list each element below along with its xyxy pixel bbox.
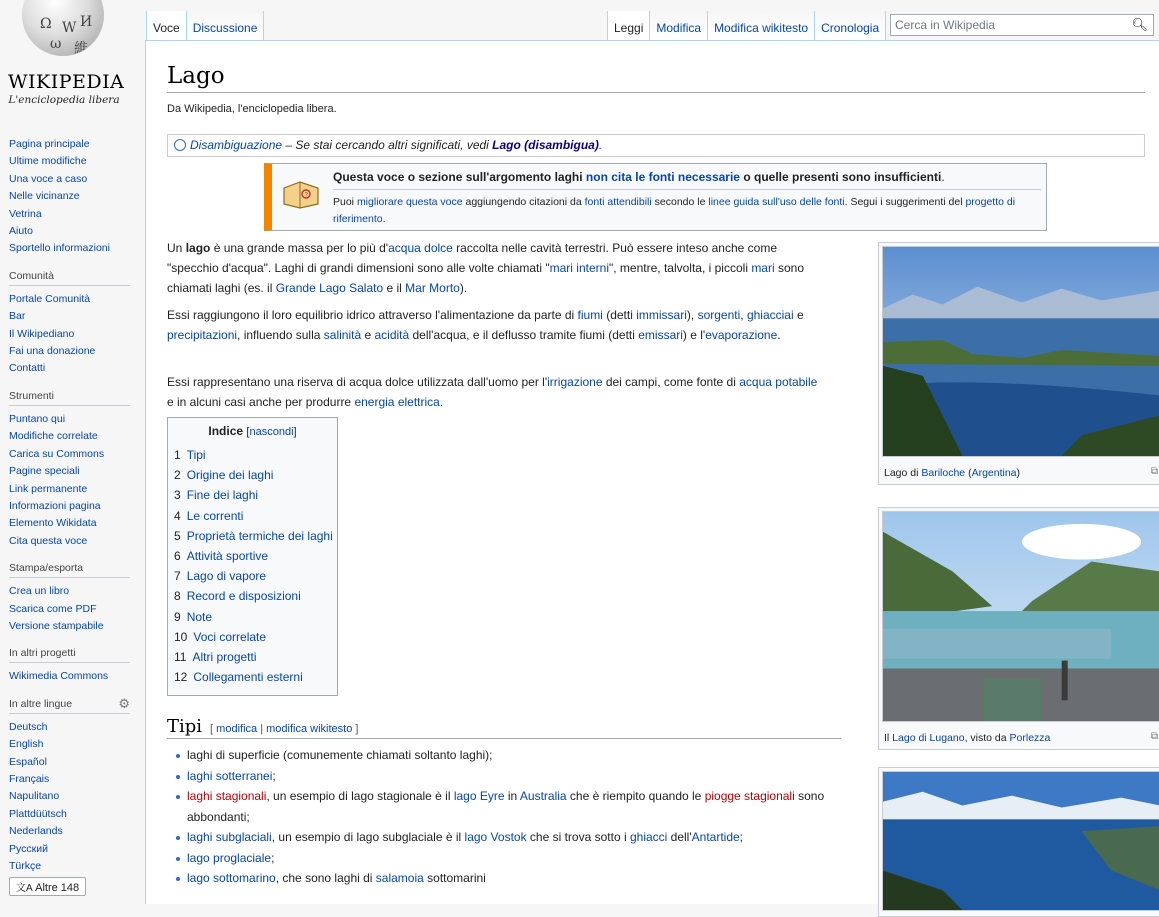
toc-item[interactable] [174,627,331,647]
sidebar-language-link[interactable]: Nederlands [9,825,63,838]
sidebar-language-item [9,771,140,788]
sidebar-print-link[interactable]: Versione stampabile [9,619,104,632]
tab-label: Leggi [614,21,644,35]
sidebar-language-item [9,858,140,875]
paragraph-1: Un lago è una grande massa per lo più d'acqua dolce raccolta nelle cavità terrestri. Può essere inteso anche come "specchio d'acqua". Laghi di grandi dimensioni sono alle volte chiamati "mari interni", mentre, talvolta, i piccoli mari sono chiamati laghi (es. il Grande Lago Salato e il Mar Morto). [167,241,805,295]
link[interactable]: mari interni [549,261,609,275]
link[interactable]: evaporazione [705,328,778,342]
citation-notice [264,163,1047,231]
toc-item[interactable] [174,445,331,465]
reliable-sources-link[interactable]: fonti attendibili [584,196,652,208]
sidebar-nav-item [9,188,140,205]
portal-heading: Strumenti [9,390,130,406]
toc-number: 5 [174,528,181,543]
image-thumbnail [878,507,1159,750]
link[interactable]: Lago di Lugano [892,732,965,744]
search-input[interactable] [890,14,1154,36]
toc-number: 6 [174,549,181,564]
languages-portal [0,695,140,897]
list-item: laghi subglaciali, un esempio di lago subglaciale è il lago Vostok che si trova sotto i ghiacci dell'Antartide; [173,827,843,848]
list-item: laghi sotterranei; [173,766,843,787]
site-subtitle: Da Wikipedia, l'enciclopedia libera. [167,103,337,115]
hatnote [167,134,1145,157]
translate-icon: 文A [16,883,33,895]
disambig-target-link[interactable]: Lago (disambigua) [492,138,599,152]
link[interactable]: mari [751,261,775,275]
tab-label: Voce [153,21,180,35]
toc-item[interactable] [174,667,331,687]
sidebar-language-link[interactable]: Deutsch [9,720,48,733]
toc-item[interactable] [174,465,331,485]
link[interactable]: lago sottomarino [187,871,276,885]
sidebar-language-link[interactable]: English [9,738,44,751]
sidebar-nav-item [9,171,140,188]
toc-number: 11 [174,650,187,665]
toc-link[interactable]: Proprietà termiche dei laghi [186,528,333,543]
sidebar-nav-link[interactable]: Sportello informazioni [9,242,110,255]
sidebar-language-item [9,719,140,736]
sidebar-tools-item [9,533,140,550]
sidebar-language-link[interactable]: Plattdüütsch [9,807,67,820]
search-placeholder: Cerca in Wikipedia [895,18,996,32]
sidebar-tools-link[interactable]: Cita questa voce [9,534,88,547]
toc-number: 3 [174,488,181,503]
sidebar-tools-item [9,463,140,480]
sidebar-nav-link[interactable]: Vetrina [9,207,42,220]
search-icon[interactable]: 🔍︎ [1131,17,1148,32]
sidebar-nav-item [9,153,140,170]
sidebar-tools-link[interactable]: Pagine speciali [9,465,80,478]
notice-text: secondo le [651,196,709,208]
sidebar [0,136,140,908]
gear-icon[interactable]: ⚙ [118,695,130,711]
link[interactable]: Argentina [971,467,1017,479]
notice-text: . Segui i suggerimenti del [844,196,966,208]
toc-link[interactable]: Fine dei laghi [186,488,259,503]
more-languages-button[interactable] [9,877,86,896]
sidebar-tools-item [9,481,140,498]
toc-number: 10 [174,629,188,644]
sidebar-tools-item [9,446,140,463]
toc-link[interactable]: Attività sportive [186,549,269,564]
divider [333,189,1041,190]
toc-link[interactable]: Voci correlate [193,629,267,644]
toc-link[interactable]: Tipi [186,448,206,462]
guidelines-link[interactable]: linee guida sull'uso delle fonti [708,196,845,208]
toc-number: 8 [174,589,181,604]
sidebar-community-item [9,308,140,325]
toc-item[interactable] [174,566,331,586]
sidebar-nav-item [9,240,140,257]
sidebar-print-item [9,601,140,618]
section-edit-link[interactable]: modifica [216,723,258,735]
portal-heading: Comunità [9,270,130,286]
tab-modifica-wikitesto[interactable] [708,11,815,40]
tab-leggi[interactable] [607,11,650,40]
sidebar-tools-link[interactable]: Carica su Commons [9,447,105,460]
sidebar-print-link[interactable]: Scarica come PDF [9,602,97,615]
sidebar-projects-item [9,668,140,685]
sidebar-community-link[interactable]: Il Wikipediano [9,327,75,340]
sidebar-tools-item [9,428,140,445]
hatnote-end: . [598,138,603,152]
link[interactable]: ghiacci [629,830,668,844]
tab-label: Modifica wikitesto [714,21,809,35]
link[interactable]: acqua dolce [388,241,453,255]
toc-toggle[interactable]: nascondi [249,426,294,438]
tab-label: Cronologia [821,21,880,35]
sidebar-community-item [9,326,140,343]
content [145,40,1159,904]
paragraph-2: Essi raggiungono il loro equilibrio idrico attraverso l'alimentazione da parte di fiumi (detti immissari), sorgenti, ghiacciai e precipitazioni, influendo sulla salinità e acidità dell'acqua, e il deflusso tramite fiumi (detti emissari) e l'evaporazione. [167,308,804,342]
notice-text: o quelle presenti sono insufficienti [739,170,942,184]
image-caption [882,727,1159,746]
section-edit-source-link[interactable]: modifica wikitesto [266,723,353,735]
caption-text: ( [965,467,972,479]
print-portal [0,562,140,635]
table-of-contents [167,417,338,696]
book-icon [282,178,320,210]
image-thumbnail [878,242,1159,485]
sidebar-community-link[interactable]: Bar [9,310,26,323]
sidebar-nav-item [9,206,140,223]
link[interactable]: immissari [636,308,687,322]
link[interactable]: irrigazione [547,375,603,389]
toc-link[interactable]: Record e disposizioni [186,589,301,604]
link[interactable]: piogge stagionali [704,789,795,803]
toc-item[interactable] [174,485,331,505]
svg-text:?: ? [304,192,308,199]
toc-number: 12 [174,670,188,685]
namespace-tabs [146,11,264,40]
sidebar-language-link[interactable]: Türkçe [9,860,42,872]
sidebar-tools-link[interactable]: Elemento Wikidata [9,517,97,530]
tools-portal [0,390,140,550]
sidebar-community-link[interactable]: Portale Comunità [9,292,91,305]
caption-text: Lago di [884,467,922,479]
notice-text: Questa voce o sezione sull'argomento laghi [333,170,586,184]
fonti-link[interactable]: non cita le fonti necessarie [585,170,740,184]
section-title: Tipi [167,716,203,737]
link[interactable]: emissari [638,328,683,342]
toc-item[interactable] [174,526,331,546]
link[interactable]: Bariloche [921,467,966,479]
disambiguation-icon [174,139,186,151]
link[interactable]: precipitazioni [167,328,238,342]
sidebar-community-link[interactable]: Contatti [9,362,46,375]
paragraph-3: Essi rappresentano una riserva di acqua dolce utilizzata dall'uomo per l'irrigazione dei campi, come fonte di acqua potabile e in alcuni casi anche per produrre energia elettrica. [167,375,818,409]
link[interactable]: lago proglaciale [187,850,272,865]
sidebar-tools-item [9,515,140,532]
enlarge-icon[interactable]: ⧉ [1150,466,1158,477]
sidebar-community-link[interactable]: Fai una donazione [9,345,96,358]
projects-portal [0,647,140,685]
sidebar-nav-link[interactable]: Ultime modifiche [9,155,87,168]
section-heading-tipi: Tipi [ modifica | modifica wikitesto ] [167,716,841,739]
notice-text: Puoi [333,196,357,208]
list-item: laghi stagionali, un esempio di lago stagionale è il lago Eyre in Australia che è riempito quando le piogge stagionali sono abbondanti; [173,786,843,827]
list-item: lago sottomarino, che sono laghi di salamoia sottomarini [173,868,843,889]
sidebar-language-item [9,806,140,823]
link[interactable]: fiumi [577,308,603,322]
more-languages-label: Altre 148 [35,882,80,895]
sidebar-language-item [9,841,140,858]
tab-cronologia[interactable] [815,11,886,40]
notice-title: Questa voce o sezione sull'argomento laghi non cita le fonti necessarie o quelle presenti sono insufficienti. [333,170,945,184]
sidebar-nav-item [9,136,140,153]
page-title: Lago [167,63,1145,93]
sidebar-community-item [9,343,140,360]
sidebar-language-link[interactable]: Русский [9,842,48,855]
portal-heading: Stampa/esporta [9,562,130,578]
link[interactable]: laghi sotterranei [187,768,273,783]
link[interactable]: ghiacciai [746,308,794,322]
enlarge-icon[interactable]: ⧉ [1150,731,1158,742]
caption-text: ) [1016,467,1021,479]
toc-number: 1 [174,448,181,462]
notice-body [333,194,1043,228]
toc-item[interactable] [174,647,331,667]
notice-text: . [382,213,386,225]
view-tabs [607,11,886,40]
caption-text: Il [884,732,893,744]
tagline: L'enciclopedia libera [8,94,120,106]
wordmark: WIKIPEDIA [8,71,125,93]
toc-title: Indice [nascondi] [208,424,297,438]
sidebar-tools-item [9,498,140,515]
sidebar-projects-link[interactable]: Wikimedia Commons [9,670,109,683]
list-item: laghi di superficie (comunemente chiamati soltanto laghi); [173,745,843,766]
toc-link[interactable]: Le correnti [186,508,244,523]
sidebar-language-item [9,788,140,805]
wikipedia-logo[interactable] [0,0,140,120]
toc-link[interactable]: Note [186,609,213,624]
toc-number: 4 [174,508,181,523]
improve-link[interactable]: migliorare questa voce [356,196,463,208]
link[interactable]: Mar Morto [405,281,460,295]
link[interactable]: acqua potabile [739,375,818,389]
hatnote-text: – Se stai cercando altri significati, vedi [282,138,493,152]
types-list [173,745,843,889]
project-link[interactable]: progetto di riferimento [333,196,1016,225]
portal-heading [9,695,130,714]
toc-link[interactable]: Origine dei laghi [186,468,274,483]
toc-item[interactable] [174,607,331,627]
tab-discussione[interactable] [187,11,265,40]
tab-voce[interactable] [146,11,187,40]
toc-number: 9 [174,609,181,624]
sidebar-print-link[interactable]: Crea un libro [9,585,70,598]
lake-image[interactable] [882,246,1159,457]
tab-label: Discussione [192,21,258,35]
image-caption [882,462,1159,481]
portal-heading: In altri progetti [9,647,130,663]
sidebar-language-item [9,736,140,753]
caption-text: , visto da [964,732,1010,744]
notice-text: aggiungendo citazioni da [462,196,585,208]
toc-item[interactable] [174,586,331,606]
toc-item[interactable] [174,506,331,526]
sidebar-language-link[interactable]: Español [9,755,47,768]
link[interactable]: salamoia [375,871,424,885]
link[interactable]: energia elettrica [354,395,440,409]
toc-item[interactable] [174,546,331,566]
lake-image[interactable] [882,511,1159,722]
link[interactable]: laghi subglaciali [187,830,272,844]
sidebar-nav-link[interactable]: Aiuto [9,225,33,238]
sidebar-nav-item [9,223,140,240]
link[interactable]: acidità [374,328,410,342]
link[interactable]: lago Eyre [453,789,505,803]
sidebar-nav-link[interactable]: Pagina principale [9,138,90,150]
sidebar-print-item [9,583,140,600]
toc-link[interactable]: Collegamenti esterni [193,670,303,685]
link[interactable]: salinità [323,328,362,342]
lake-image[interactable] [882,771,1159,911]
sidebar-tools-link[interactable]: Puntano qui [9,412,66,425]
community-portal [0,270,140,378]
toc-heading: Indice [208,424,244,438]
link[interactable]: sorgenti [697,308,741,322]
sidebar-tools-link[interactable]: Modifiche correlate [9,430,98,443]
sidebar-tools-link[interactable]: Informazioni pagina [9,499,101,512]
sidebar-tools-link[interactable]: Link permanente [9,482,88,495]
sidebar-print-item [9,618,140,635]
toc-link[interactable]: Altri progetti [192,650,257,665]
link[interactable]: laghi stagionali [187,789,267,803]
sidebar-community-item [9,291,140,308]
sidebar-community-item [9,360,140,377]
sidebar-language-link[interactable]: Français [9,772,50,785]
link[interactable]: lago Vostok [464,830,527,844]
sidebar-nav-link[interactable]: Nelle vicinanze [9,190,80,203]
toc-number: 7 [174,569,181,584]
languages-title: In altre lingue [9,697,73,710]
sidebar-tools-item [9,411,140,428]
tab-label: Modifica [656,21,702,35]
sidebar-nav-link[interactable]: Una voce a caso [9,172,88,185]
sidebar-language-item [9,754,140,771]
disambiguation-link[interactable]: Disambiguazione [190,138,283,152]
sidebar-language-item [9,823,140,840]
tab-modifica[interactable] [650,11,708,40]
link[interactable]: Porlezza [1009,732,1051,744]
link[interactable]: Australia [519,789,567,803]
nav-portal [0,136,140,258]
link[interactable]: Antartide [691,830,740,844]
toc-link[interactable]: Lago di vapore [186,569,267,584]
list-item: lago proglaciale; [173,848,843,869]
globe-icon: Ω W И ω 維 [22,0,104,56]
link[interactable]: Grande Lago Salato [275,281,384,295]
sidebar-language-link[interactable]: Napulitano [9,790,60,803]
image-thumbnail [878,767,1159,917]
toc-number: 2 [174,468,181,483]
